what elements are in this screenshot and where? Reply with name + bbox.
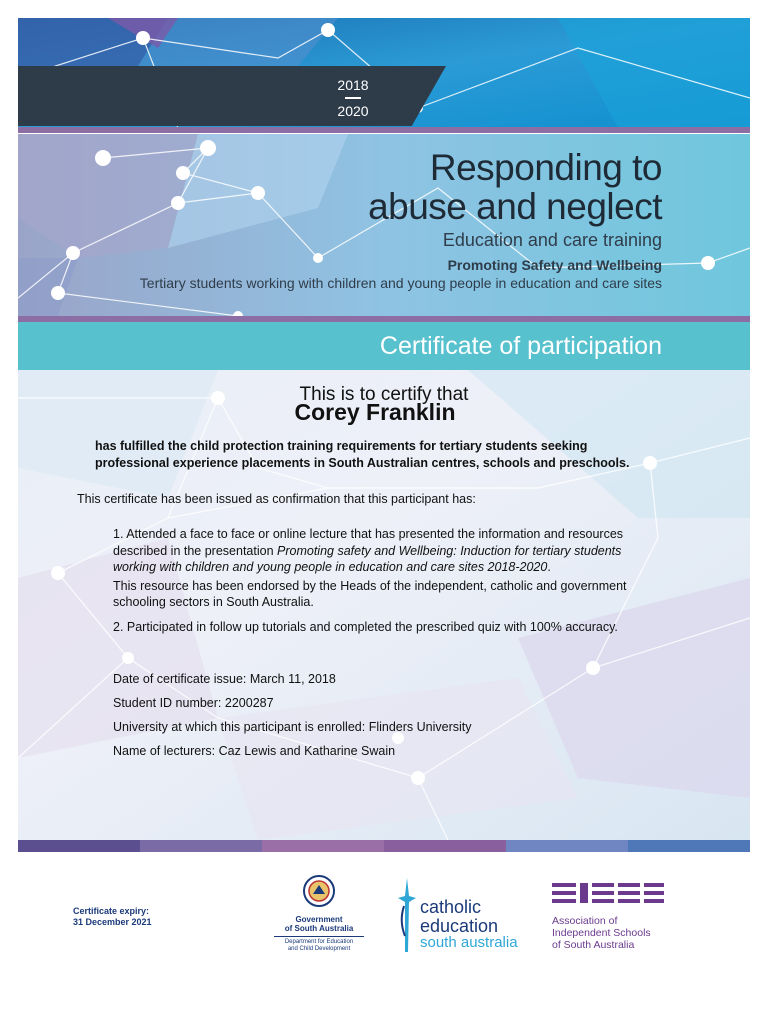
requirement-2: 2. Participated in follow up tutorials and completed the prescribed quiz with 100% accuracy. — [113, 619, 618, 634]
purple-stripe-top — [18, 127, 750, 133]
main-title-line1: Responding to — [429, 147, 662, 188]
issued-statement: This certificate has been issued as confirmation that this participant has: — [77, 492, 476, 506]
university-value: Flinders University — [368, 720, 472, 734]
lecturers-value: Caz Lewis and Katharine Swain — [218, 744, 396, 758]
year-band — [18, 66, 446, 126]
main-title-line2: abuse and neglect — [368, 186, 662, 227]
coat-of-arms-icon — [301, 874, 337, 908]
audience-line: Tertiary students working with children and young people in education and care sites — [139, 275, 662, 291]
subtitle: Education and care training — [442, 230, 662, 250]
requirement-1: 1. Attended a face to face or online lecture that has presented the information and resources described in the presentation Promoting safety and Wellbeing: Induction for tertiary students working with children and young people in education and care sites 2018-2020. — [113, 527, 624, 574]
aisa-wordmark-icon — [552, 880, 664, 906]
year-range — [336, 76, 370, 120]
aisa-name: Association of Independent Schools of South Australia — [552, 915, 651, 951]
year-start: 2018 — [337, 77, 369, 93]
gov-name: Government of South Australia — [284, 915, 354, 933]
issue-date: Date of certificate issue: March 11, 2018 — [113, 672, 336, 686]
participant-name: Corey Franklin — [294, 399, 456, 425]
endorsement-note: This resource has been endorsed by the Heads of the independent, catholic and government schooling sectors in South Australia. — [113, 578, 627, 609]
government-sa-logo — [274, 874, 364, 953]
gov-department: Department for Education and Child Development — [274, 936, 364, 953]
catholic-education-logo — [396, 876, 536, 956]
catholic-text: catholic education — [420, 897, 499, 936]
issue-date-value: March 11, 2018 — [249, 672, 336, 686]
bottom-color-stripe — [18, 840, 750, 852]
student-id: Student ID number: 2200287 — [113, 696, 274, 710]
certify-line: This is to certify that — [299, 384, 469, 405]
south-australia-text: south australia — [420, 934, 518, 951]
student-id-value: 2200287 — [224, 696, 274, 710]
certificate-expiry — [73, 906, 152, 928]
certificate-heading: Certificate of participation — [379, 332, 662, 360]
certificate-details — [113, 672, 472, 768]
expiry-date: 31 December 2021 — [73, 917, 152, 927]
expiry-label: Certificate expiry: — [73, 906, 150, 916]
aisa-logo — [552, 880, 672, 951]
year-end: 2020 — [337, 103, 369, 119]
year-divider — [345, 97, 361, 99]
cross-icon — [396, 876, 418, 954]
certificate-band — [18, 322, 750, 370]
university: University at which this participant is enrolled: Flinders University — [113, 720, 472, 734]
program-name: Promoting Safety and Wellbeing — [447, 257, 662, 273]
requirements-list — [113, 526, 653, 635]
title-block — [140, 148, 662, 291]
fulfilled-statement: has fulfilled the child protection training requirements for tertiary students seeking professional experience placements in South Australian centres, schools and preschools. — [95, 439, 630, 470]
lecturers: Name of lecturers: Caz Lewis and Katharine Swain — [113, 744, 396, 758]
presentation-title: Promoting safety and Wellbeing: Induction for tertiary students working with children and young people in education and care sites 2018-2020 — [113, 543, 622, 574]
